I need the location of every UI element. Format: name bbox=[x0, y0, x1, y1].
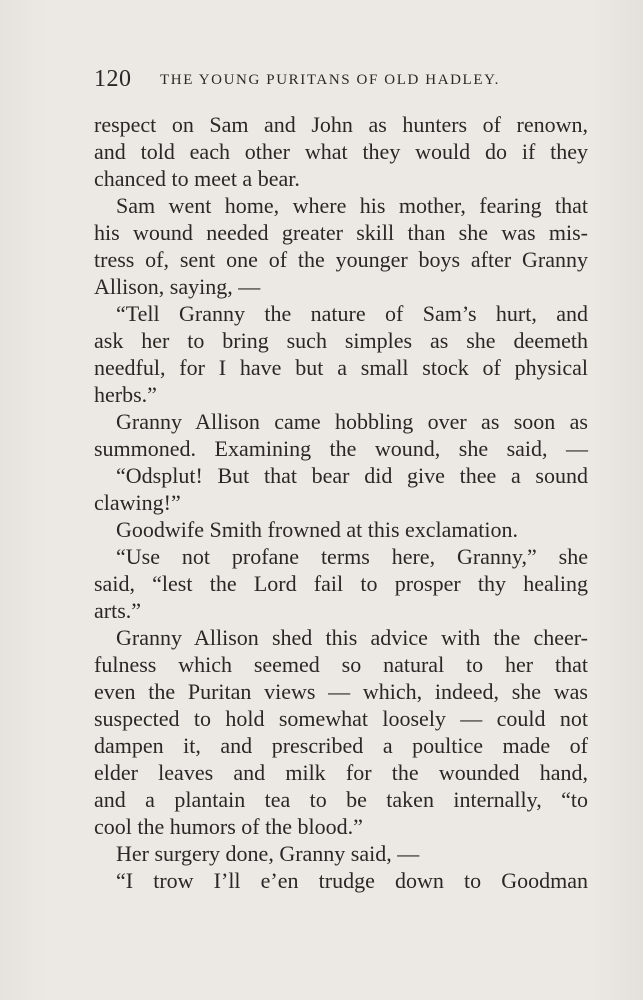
text-line: chanced to meet a bear. bbox=[94, 166, 300, 191]
text-line: respect on Sam and John as hunters of renown, bbox=[94, 112, 588, 137]
text-line: arts.” bbox=[94, 598, 142, 623]
text-line: fulness which seemed so natural to her that bbox=[94, 652, 588, 677]
text-line: tress of, sent one of the younger boys after Granny bbox=[94, 247, 588, 272]
text-line: Granny Allison came hobbling over as soon as bbox=[116, 409, 588, 434]
text-line: Granny Allison shed this advice with the cheer- bbox=[116, 625, 588, 650]
text-line: Her surgery done, Granny said, — bbox=[116, 841, 420, 866]
text-line: dampen it, and prescribed a poultice made of bbox=[94, 733, 588, 758]
page-number: 120 bbox=[94, 66, 132, 92]
text-line: his wound needed greater skill than she was mis- bbox=[94, 220, 588, 245]
text-line: “I trow I’ll e’en trudge down to Goodman bbox=[116, 868, 588, 893]
text-line: Allison, saying, — bbox=[94, 274, 261, 299]
text-line: and a plantain tea to be taken internally, “to bbox=[94, 787, 588, 812]
text-line: ask her to bring such simples as she deemeth bbox=[94, 328, 588, 353]
text-line: and told each other what they would do if they bbox=[94, 139, 588, 164]
running-title: THE YOUNG PURITANS OF OLD HADLEY. bbox=[160, 72, 500, 88]
text-line: Goodwife Smith frowned at this exclamation. bbox=[116, 517, 519, 542]
text-line: herbs.” bbox=[94, 382, 157, 407]
text-line: said, “lest the Lord fail to prosper thy healing bbox=[94, 571, 588, 596]
text-line: summoned. Examining the wound, she said, — bbox=[94, 436, 588, 461]
text-line: “Use not profane terms here, Granny,” she bbox=[116, 544, 588, 569]
text-line: even the Puritan views — which, indeed, she was bbox=[94, 679, 588, 704]
text-line: elder leaves and milk for the wounded hand, bbox=[94, 760, 588, 785]
text-line: suspected to hold somewhat loosely — could not bbox=[94, 706, 588, 731]
text-line: needful, for I have but a small stock of physical bbox=[94, 355, 588, 380]
text-line: clawing!” bbox=[94, 490, 181, 515]
text-line: Sam went home, where his mother, fearing that bbox=[116, 193, 588, 218]
text-line: “Tell Granny the nature of Sam’s hurt, and bbox=[116, 301, 588, 326]
text-line: cool the humors of the blood.” bbox=[94, 814, 363, 839]
text-line: “Odsplut! But that bear did give thee a sound bbox=[116, 463, 588, 488]
